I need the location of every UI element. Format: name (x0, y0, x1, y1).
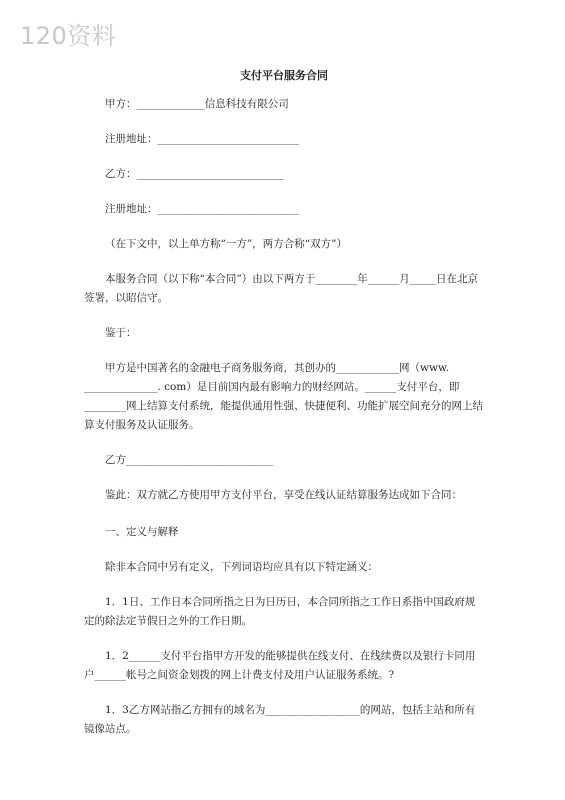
party-b-address: 注册地址：___________________________ (105, 203, 300, 215)
party-a-line: 甲方：_____________信息科技有限公司 (105, 98, 289, 110)
section-1-title: 一、定义与解释 (105, 526, 179, 538)
clause-1-3: 1．3乙方网站指乙方拥有的域名为__________________的网站，包括主站和所有镜像站点。 (84, 704, 476, 735)
contract-document (84, 66, 484, 739)
section-1-intro: 除非本合同中另有定义，下列词语均应具有以下特定涵义： (105, 561, 378, 573)
party-a-address: 注册地址：___________________________ (105, 133, 300, 145)
intro-paragraph: 本服务合同（以下称“本合同”）由以下两方于________年______月_____日在北京签署，以昭信守。 (84, 273, 478, 304)
agreement-paragraph: 鉴此：双方就乙方使用甲方支付平台，享受在线认证结算服务达成如下合同： (105, 489, 462, 501)
clause-1-2: 1．2______支付平台指甲方开发的能够提供在线支付、在线续费以及银行卡同用户______帐号之间资金划拨的网上计费支付及用户认证服务系统。? (84, 650, 476, 681)
party-b-description: 乙方____________________________ (105, 454, 273, 466)
abbreviation-note: （在下文中，以上单方称“一方”，两方合称“双方”） (105, 238, 347, 250)
whereas-heading: 鉴于： (105, 327, 137, 339)
clause-1-1: 1．1日、工作日本合同所指之日为日历日，本合同所指之工作日系指中国政府规定的除法定节假日之外的工作日期。 (84, 596, 476, 627)
watermark: 120资料 (20, 22, 117, 50)
party-b-line: 乙方：____________________________ (105, 168, 284, 180)
page-title: 支付平台服务合同 (240, 69, 328, 82)
party-a-description: 甲方是中国著名的金融电子商务服务商，其创办的____________网（www. ______________. com）是目前国内最有影响力的财经网站。______支付平台，即________网上结算支付系统，能提供通用性强、快捷便利、功能扩展空间充分的网上结算支付服务及认证服务。 (84, 362, 483, 431)
